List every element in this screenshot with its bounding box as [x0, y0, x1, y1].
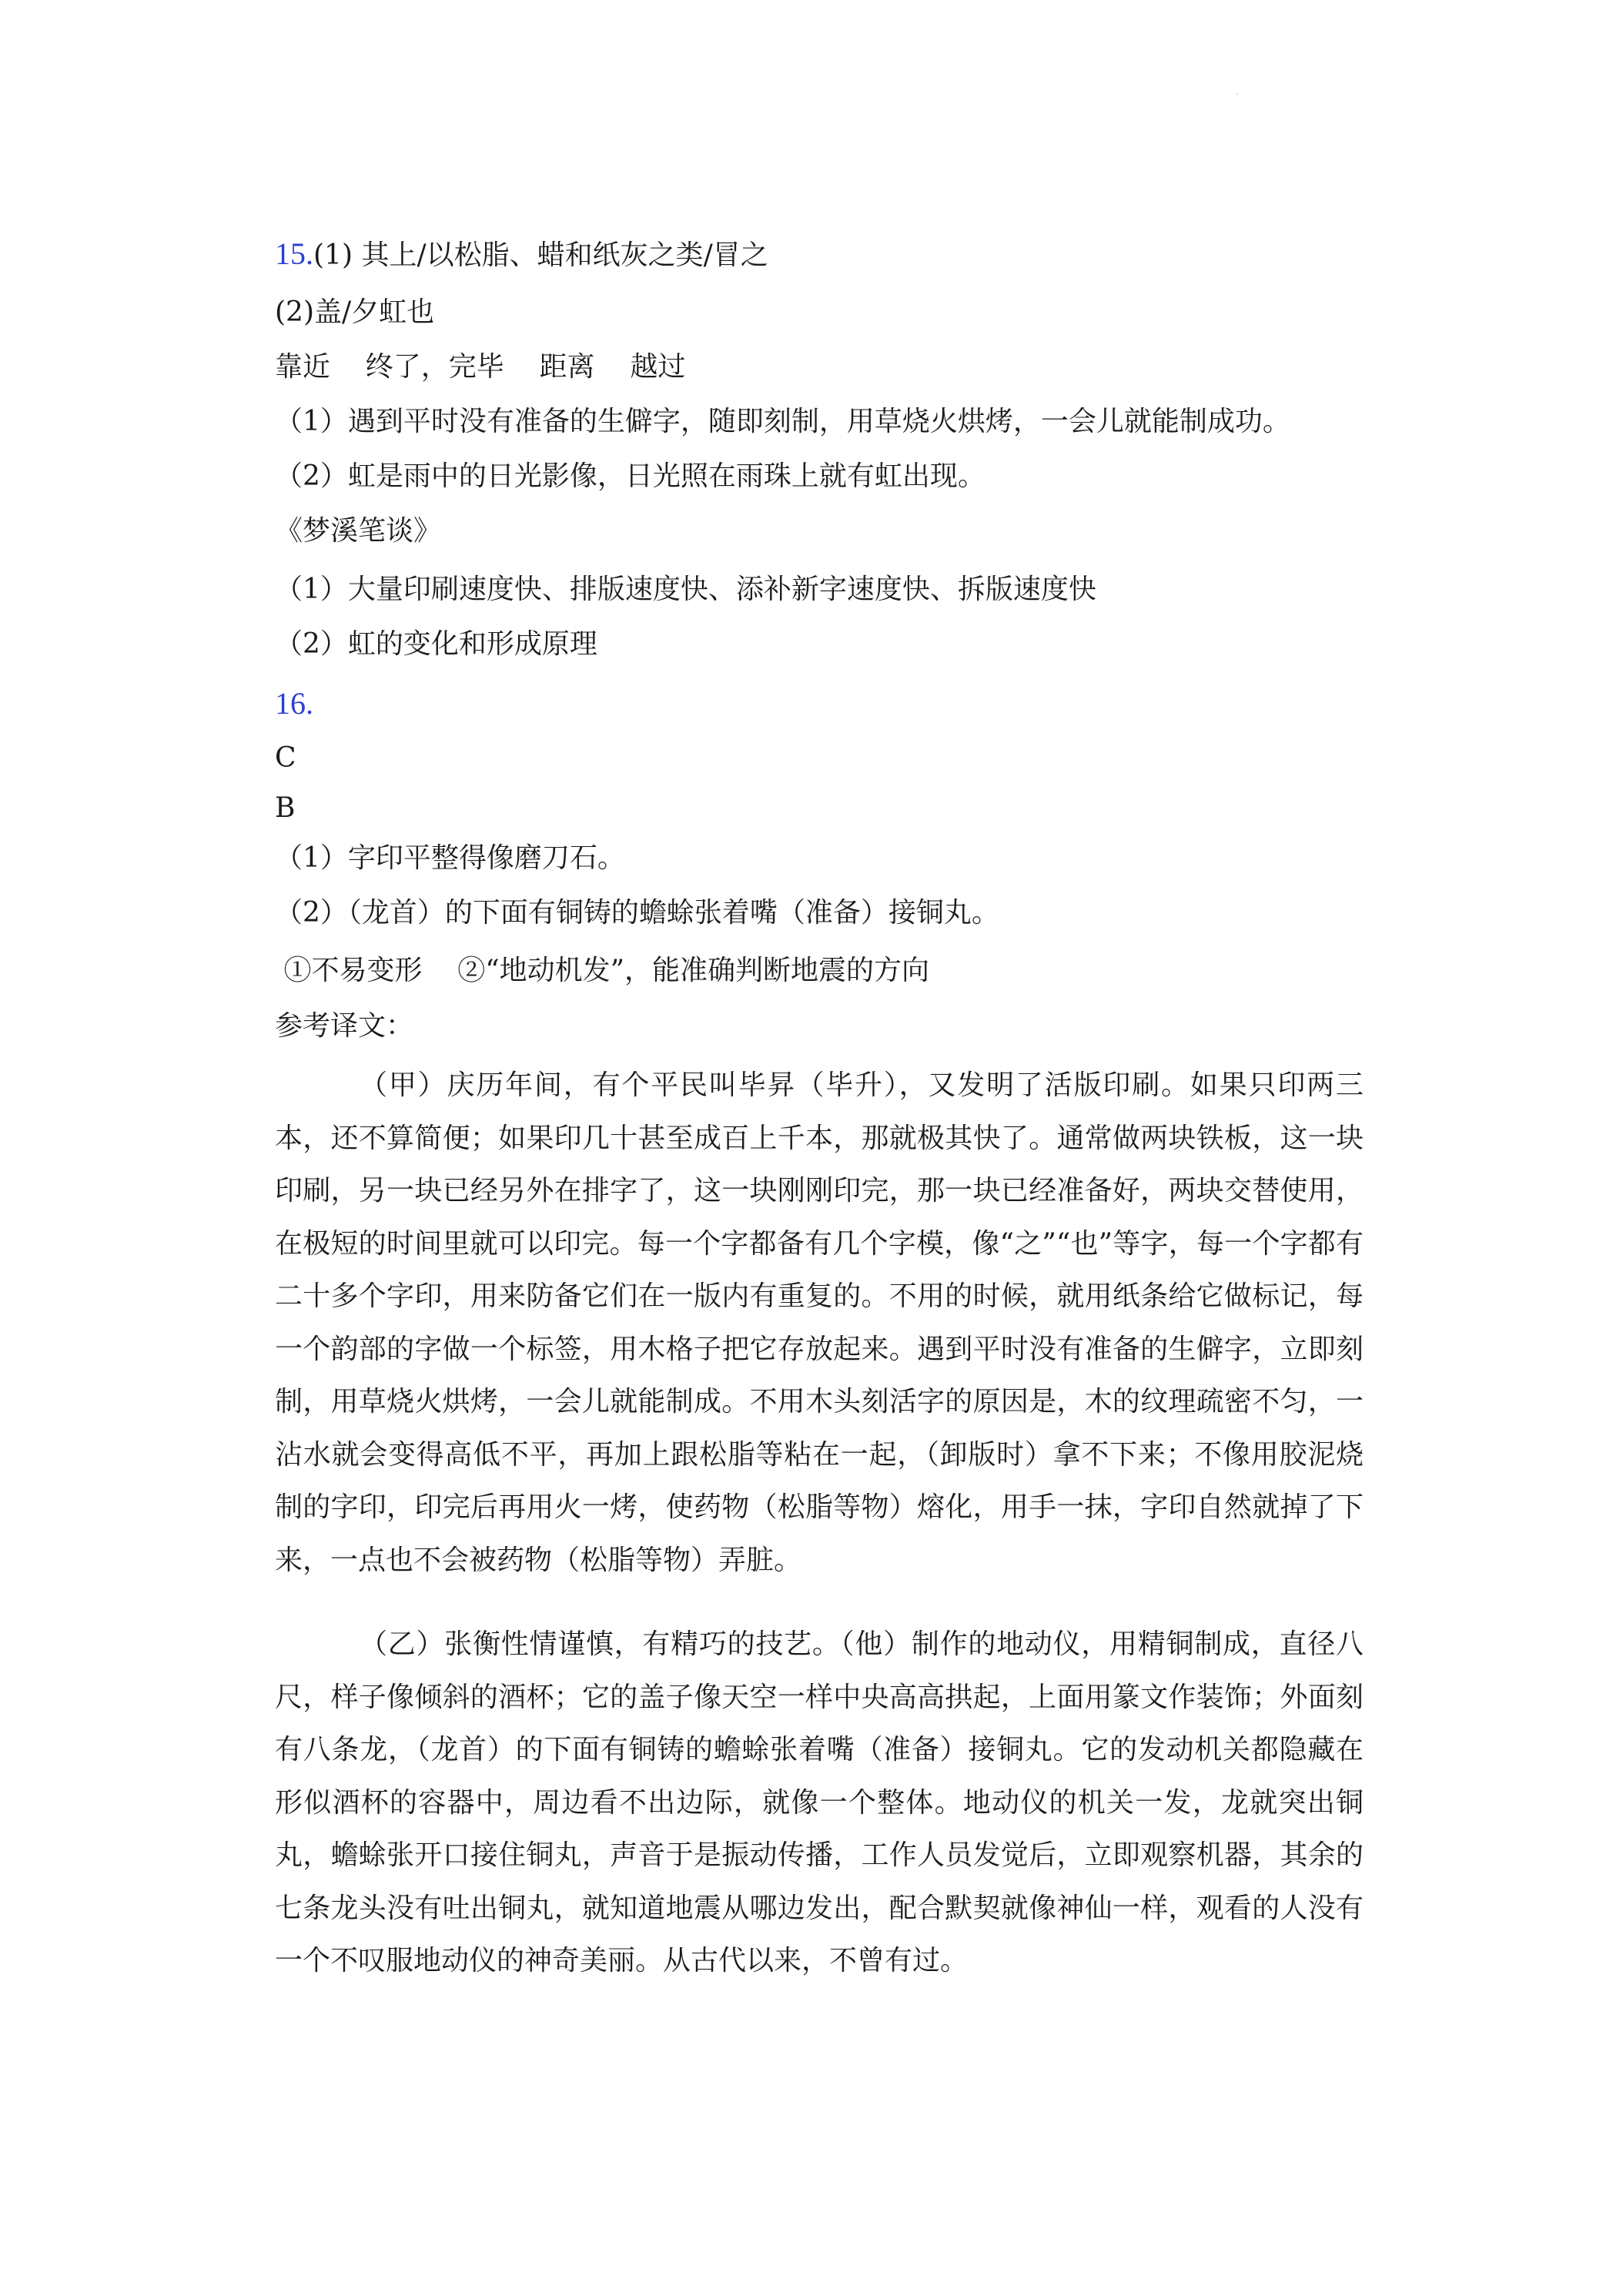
- q16-line-0: [275, 687, 313, 722]
- question-number-15: 15.: [275, 236, 313, 271]
- corner-mark: .: [1236, 89, 1239, 97]
- q16-line-1: C: [275, 742, 296, 774]
- q16-line-4: （2）（龙首）的下面有铜铸的蟾蜍张着嘴（准备）接铜丸。: [275, 897, 999, 929]
- question-number-16: 16.: [275, 686, 313, 721]
- q15-line-7: （1）大量印刷速度快、排版速度快、添补新字速度快、拆版速度快: [275, 574, 1096, 605]
- translation-paragraph-yi: （乙）张衡性情谨慎，有精巧的技艺。（他）制作的地动仪，用精铜制成，直径八尺，样子像倾斜的酒杯；它的盖子像天空一样中央高高拱起，上面用篆文作装饰；外面刻有八条龙，（龙首）的下面有铜铸的蟾蜍张着嘴（准备）接铜丸。它的发动机关都隐藏在形似酒杯的容器中，周边看不出边际，就像一个整体。地动仪的机关一发，龙就突出铜丸，蟾蜍张开口接住铜丸，声音于是振动传播，工作人员发觉后，立即观察机器，其余的七条龙头没有吐出铜丸，就知道地震从哪边发出，配合默契就像神仙一样，观看的人没有一个不叹服地动仪的神奇美丽。从古代以来，不曾有过。: [275, 1628, 1364, 1976]
- q15-line-6: 《梦溪笔谈》: [275, 515, 442, 547]
- translation-heading: 参考译文：: [275, 1010, 414, 1042]
- q15-line-3: 靠近 终了，完毕 距离 越过: [275, 351, 686, 383]
- q15-line-5: （2）虹是雨中的日光影像，日光照在雨珠上就有虹出现。: [275, 460, 986, 492]
- q15-line-8: （2）虹的变化和形成原理: [275, 628, 597, 660]
- q15-line-1: [275, 237, 768, 273]
- q15-line-2: (2)盖/夕虹也: [275, 296, 435, 328]
- translation-paragraph-jia: （甲）庆历年间，有个平民叫毕昇（毕升），又发明了活版印刷。如果只印两三本，还不算简便；如果印几十甚至成百上千本，那就极其快了。通常做两块铁板，这一块印刷，另一块已经另外在排字了，这一块刚刚印完，那一块已经准备好，两块交替使用，在极短的时间里就可以印完。每一个字都备有几个字模，像“之”“也”等字，每一个字都有二十多个字印，用来防备它们在一版内有重复的。不用的时候，就用纸条给它做标记，每一个韵部的字做一个标签，用木格子把它存放起来。遇到平时没有准备的生僻字，立即刻制，用草烧火烘烤，一会儿就能制成。不用木头刻活字的原因是，木的纹理疏密不匀，一沾水就会变得高低不平，再加上跟松脂等粘在一起，（卸版时）拿不下来；不像用胶泥烧制的字印，印完后再用火一烤，使药物（松脂等物）熔化，用手一抹，字印自然就掉了下来，一点也不会被药物（松脂等物）弄脏。: [275, 1069, 1364, 1576]
- q15-answer-1: (1) 其上/以松脂、蜡和纸灰之类/冒之: [313, 239, 768, 271]
- q16-line-5: ①不易变形 ②“地动机发”，能准确判断地震的方向: [275, 955, 930, 986]
- q16-line-2: B: [275, 792, 296, 824]
- q16-line-3: （1）字印平整得像磨刀石。: [275, 842, 625, 874]
- q15-line-4: （1）遇到平时没有准备的生僻字，随即刻制，用草烧火烘烤，一会儿就能制成功。: [275, 406, 1290, 437]
